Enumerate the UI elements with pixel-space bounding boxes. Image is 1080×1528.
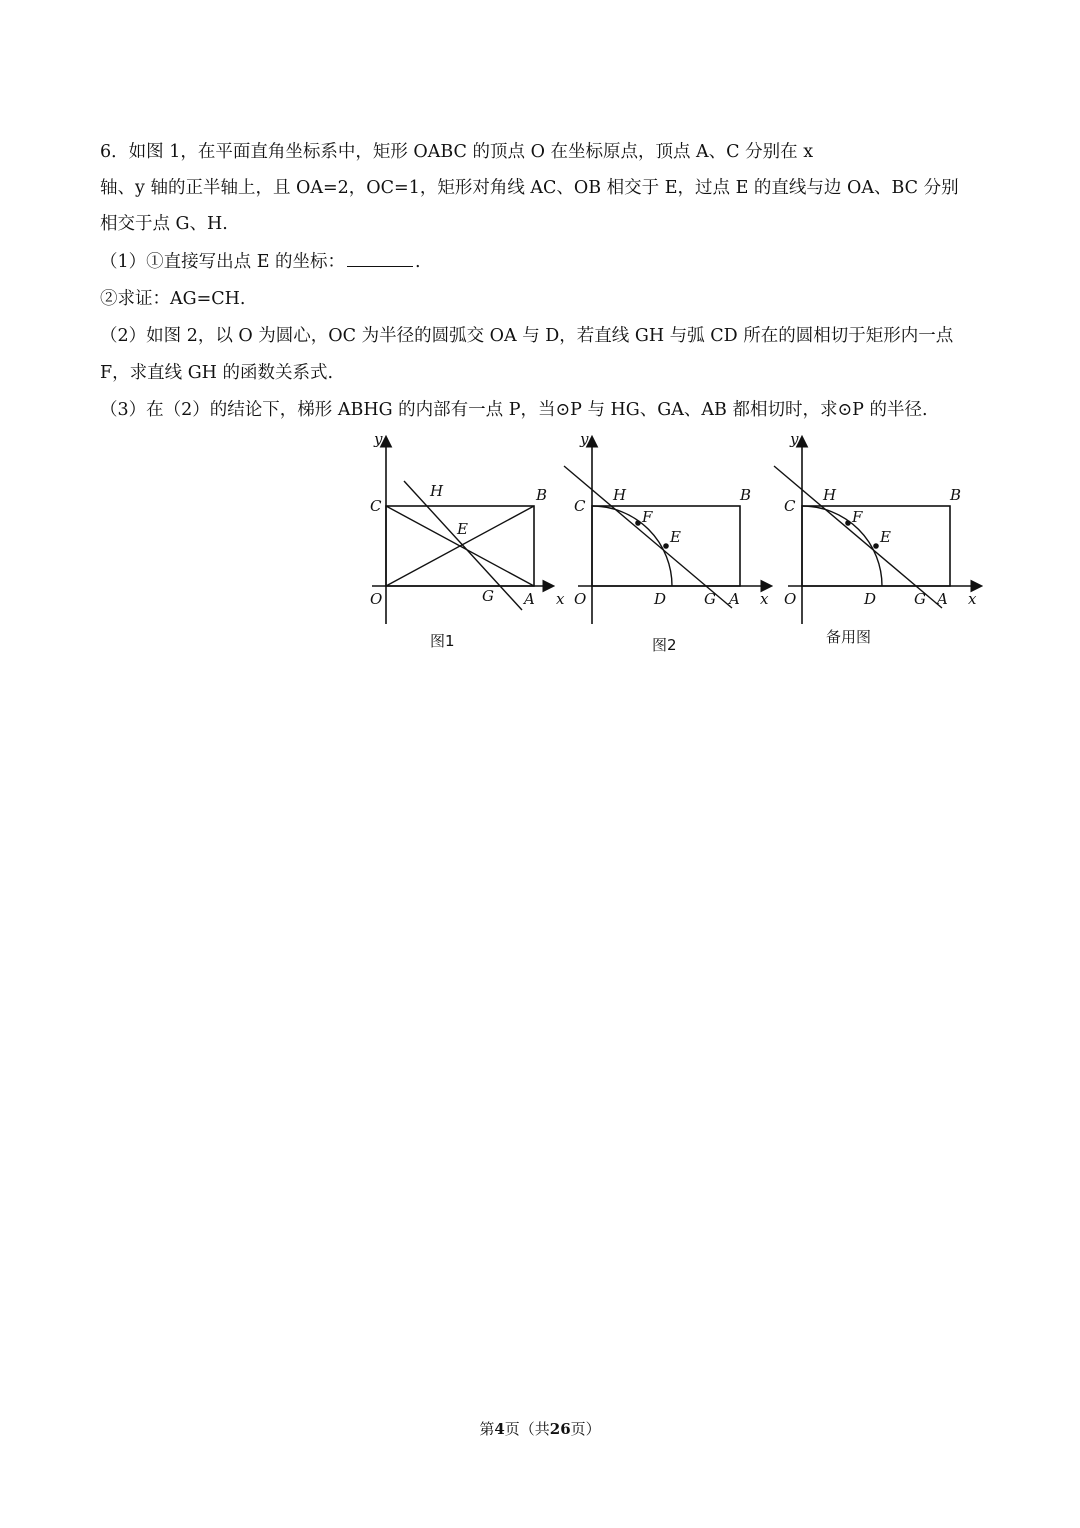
part2-line-2: F，求直线 GH 的函数关系式.	[100, 363, 334, 383]
fig3-arc-cd	[802, 506, 882, 586]
fig3-label-y: y	[790, 430, 799, 448]
fig2-label-h: H	[613, 486, 627, 504]
fig3-label-c: C	[784, 497, 796, 515]
fig1-label-a: A	[524, 590, 535, 608]
fig2-caption: 图2	[652, 636, 677, 654]
footer-page-number: 4	[494, 1420, 505, 1438]
fig2-label-b: B	[740, 486, 752, 504]
fig1-caption: 图1	[430, 632, 455, 650]
fig1-label-b: B	[536, 486, 548, 504]
figures-svg	[352, 426, 992, 666]
footer-prefix: 第	[479, 1420, 495, 1438]
fig3-label-x: x	[968, 590, 977, 608]
fig2-label-o: O	[574, 590, 587, 608]
part1-question-a	[100, 250, 421, 274]
fig2-label-x: x	[760, 590, 769, 608]
fig2-label-c: C	[574, 497, 586, 515]
fig3-point-e	[873, 543, 879, 549]
fig2-point-e	[663, 543, 669, 549]
part3-line: （3）在（2）的结论下，梯形 ABHG 的内部有一点 P，当⊙P 与 HG、GA、AB 都相切时，求⊙P 的半径.	[100, 400, 928, 420]
fig2-point-f	[635, 520, 641, 526]
fig1-label-o: O	[370, 590, 383, 608]
fig1-label-c: C	[370, 497, 382, 515]
part1a-prefix: （1）①直接写出点 E 的坐标：	[100, 252, 346, 272]
question-line-2: 轴、y 轴的正半轴上，且 OA=2，OC=1，矩形对角线 AC、OB 相交于 E，过点 E 的直线与边 OA、BC 分别	[100, 178, 959, 198]
fig2-label-y: y	[580, 430, 589, 448]
fig3-label-d: D	[864, 590, 877, 608]
footer-suffix: 页）	[570, 1420, 601, 1438]
fig3-label-g: G	[914, 590, 926, 608]
fig2-arc-cd	[592, 506, 672, 586]
part1a-suffix: .	[415, 252, 421, 272]
fig1-label-g: G	[482, 587, 494, 605]
figures-area	[352, 426, 992, 666]
fig3-caption: 备用图	[826, 628, 872, 646]
question-line-3: 相交于点 G、H.	[100, 214, 228, 234]
figure-1	[370, 430, 565, 650]
fig1-line-gh	[404, 481, 522, 610]
question-line-1: 6．如图 1，在平面直角坐标系中，矩形 OABC 的顶点 O 在坐标原点，顶点 A、C 分别在 x	[100, 142, 814, 162]
fig3-label-a: A	[937, 590, 948, 608]
footer-total-pages: 26	[549, 1420, 571, 1438]
fig3-point-f	[845, 520, 851, 526]
fig3-label-f: F	[852, 508, 863, 526]
fig3-label-e: E	[880, 528, 891, 546]
fig1-label-x: x	[556, 590, 565, 608]
part1-question-b: ②求证：AG=CH.	[100, 289, 246, 309]
fig2-label-e: E	[670, 528, 681, 546]
fig3-label-h: H	[823, 486, 837, 504]
fig1-label-h: H	[430, 482, 444, 500]
fig2-label-a: A	[729, 590, 740, 608]
figure-3	[774, 430, 980, 646]
page-footer	[0, 1418, 1080, 1439]
footer-middle: 页（共	[504, 1420, 550, 1438]
fig1-label-y: y	[374, 430, 383, 448]
figure-2	[564, 430, 770, 654]
fig2-label-f: F	[642, 508, 653, 526]
fig3-label-o: O	[784, 590, 797, 608]
fig3-label-b: B	[950, 486, 962, 504]
part2-line-1: （2）如图 2，以 O 为圆心，OC 为半径的圆弧交 OA 与 D，若直线 GH 与弧 CD 所在的圆相切于矩形内一点	[100, 326, 954, 346]
fig1-label-e: E	[457, 520, 468, 538]
answer-blank	[347, 251, 413, 267]
fig2-label-g: G	[704, 590, 716, 608]
fig2-label-d: D	[654, 590, 667, 608]
